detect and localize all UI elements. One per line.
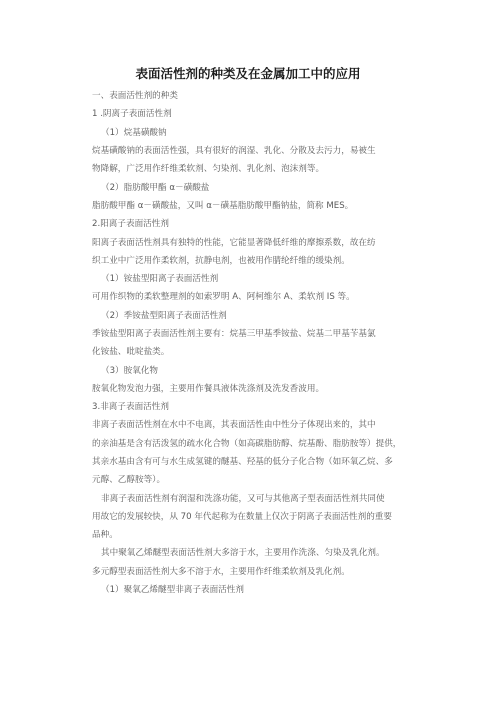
text-line: （2）季铵盐型阳离子表面活性剂: [101, 311, 227, 321]
text-line: 阳离子表面活性剂具有独特的性能，它能显著降低纤维的摩擦系数，故在纺: [92, 238, 376, 248]
text-line: 胺氧化物发泡力强，主要用作餐具液体洗涤剂及洗发香波用。: [92, 384, 325, 394]
text-line: 可用作织物的柔软整理剂的如索罗明 A、阿柯维尔 A、柔软剂 IS 等。: [92, 292, 355, 302]
text-line: 一、表面活性剂的种类: [92, 91, 178, 101]
text-line: 烷基磺酸钠的表面活性强，具有很好的润湿、乳化、分散及去污力，易被生: [92, 146, 376, 156]
text-line: 其中聚氧乙烯醚型表面活性剂大多溶于水，主要用作洗涤、匀染及乳化剂。: [101, 548, 385, 558]
text-line: 元醇、乙醇胺等）。: [92, 475, 166, 485]
text-line: 品种。: [92, 530, 118, 540]
text-line: 用故它的发展较快，从 70 年代起称为在数量上仅次于阴离子表面活性剂的重要: [92, 512, 392, 522]
text-line: 3.非离子表面活性剂: [92, 402, 169, 412]
text-line: 多元醇型表面活性剂大多不溶于水，主要用作纤维柔软剂及乳化剂。: [92, 567, 350, 577]
text-line: （1）铵盐型阳离子表面活性剂: [101, 274, 219, 284]
text-line: 2.阳离子表面活性剂: [92, 219, 169, 229]
text-line: 脂肪酸甲酯 α－磺酸盐，又叫 α－磺基脂肪酸甲酯钠盐，简称 MES。: [92, 201, 354, 211]
text-line: （3）胺氧化物: [101, 366, 159, 376]
text-line: 1 .阴离子表面活性剂: [92, 109, 172, 119]
document-title: 表面活性剂的种类及在金属加工中的应用: [135, 66, 361, 81]
text-line: （2）脂肪酸甲酯 α－磺酸盐: [101, 183, 210, 193]
text-line: 季铵盐型阳离子表面活性剂主要有：烷基三甲基季铵盐、烷基二甲基苄基氯: [92, 329, 376, 339]
text-line: 非离子表面活性剂在水中不电离，其表面活性由中性分子体现出来的，其中: [92, 420, 376, 430]
text-line: 物降解，广泛用作纤维柔软剂、匀染剂、乳化剂、泡沫剂等。: [92, 164, 325, 174]
text-line: 织工业中广泛用作柔软剂，抗静电剂，也被用作腈纶纤维的缓染剂。: [92, 256, 350, 266]
text-line: 其亲水基由含有可与水生成氢键的醚基、羟基的低分子化合物（如环氧乙烷、多: [92, 457, 393, 467]
text-line: 化铵盐、吡啶盐类。: [92, 347, 170, 357]
text-line: （1）聚氧乙烯醚型非离子表面活性剂: [101, 585, 244, 595]
text-line: （1）烷基磺酸钠: [101, 128, 167, 138]
text-line: 的亲油基是含有活泼氢的疏水化合物（如高碳脂肪醇、烷基酚、脂肪胺等）提供，: [92, 439, 402, 449]
text-line: 非离子表面活性剂有润湿和洗涤功能，又可与其他离子型表面活性剂共同使: [101, 494, 385, 504]
